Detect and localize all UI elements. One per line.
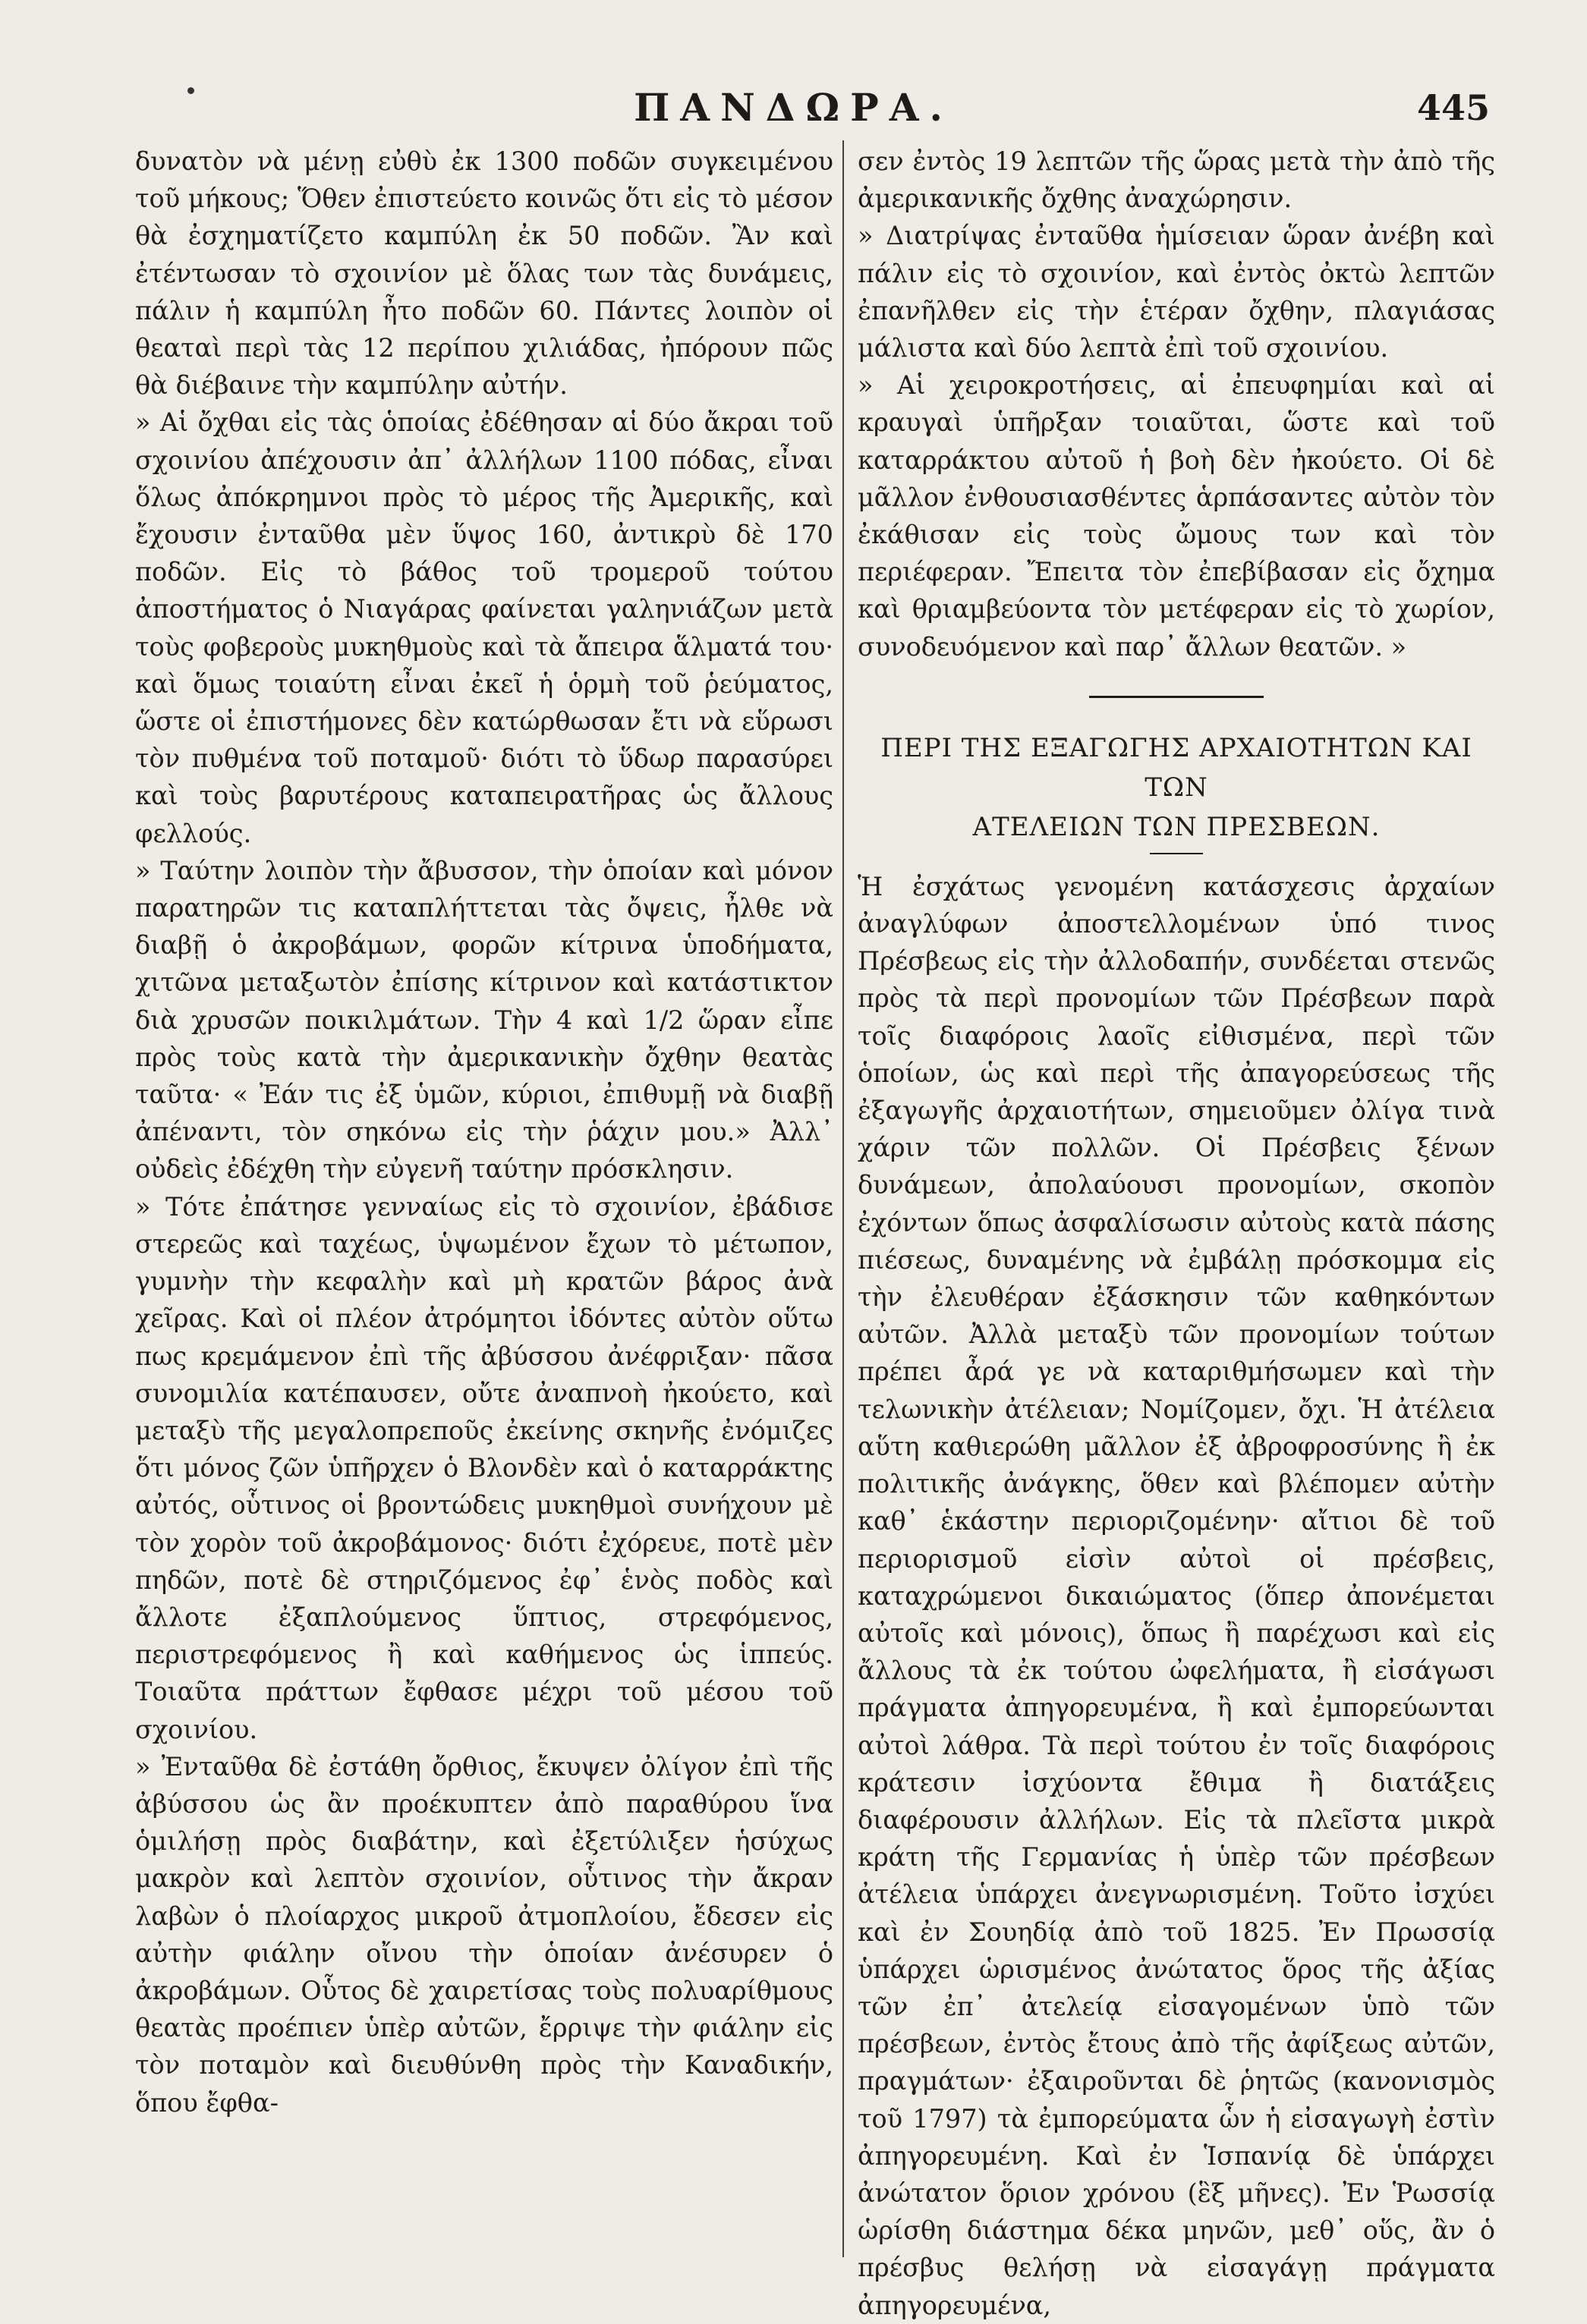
left-paragraph-1: δυνατὸν νὰ μένῃ εὐθὺ ἐκ 1300 ποδῶν συγκειμένου τοῦ μήκους; Ὅθεν ἐπιστεύετο κοινῶς ὅτι εἰς τὸ μέσον θὰ ἐσχηματίζετο καμπύλη ἐκ 50 ποδῶν. Ἂν καὶ ἐτέντωσαν τὸ σχοινίον μὲ ὅλας των τὰς δυνάμεις, πάλιν ἡ καμπύλη ἦτο ποδῶν 60. Πάντες λοιπὸν οἱ θεαταὶ περὶ τὰς 12 περίπου χιλιάδας, ἠπόρουν πῶς θὰ διέβαινε τὴν καμπύλην αὐτήν. <box>135 146 833 401</box>
page-number: 445 <box>1416 87 1490 128</box>
left-paragraph-4: » Τότε ἐπάτησε γενναίως εἰς τὸ σχοινίον, ἐβάδισε στερεῶς καὶ ταχέως, ὑψωμένον ἔχων τὸ μέτωπον, γυμνὴν τὴν κεφαλὴν καὶ μὴ κρατῶν βάρος ἀνὰ χεῖρας. Καὶ οἱ πλέον ἀτρόμητοι ἰδόντες αὐτὸν οὕτω πως κρεμάμενον ἐπὶ τῆς ἀβύσσου ἀνέφριξαν· πᾶσα συνομιλία κατέπαυσεν, οὔτε ἀναπνοὴ ἠκούετο, καὶ μεταξὺ τῆς μεγαλοπρεποῦς ἐκείνης σκηνῆς ἐνόμιζες ὅτι μόνος ζῶν ὑπῆρχεν ὁ Βλονδὲν καὶ ὁ καταρράκτης αὐτός, οὗτινος οἱ βροντώδεις μυκηθμοὶ συνήχουν μὲ τὸν χορὸν τοῦ ἀκροβάμονος· διότι ἐχόρευε, ποτὲ μὲν πηδῶν, ποτὲ δὲ στηριζόμενος ἐφ᾽ ἑνὸς ποδὸς καὶ ἄλλοτε ἐξαπλούμενος ὕπτιος, στρεφόμενος, περιστρεφόμενος ἢ καὶ καθήμενος ὡς ἱππεύς. Τοιαῦτα πράττων ἔφθασε μέχρι τοῦ μέσου τοῦ σχοινίου. <box>135 1191 833 1744</box>
column-divider <box>842 140 844 2257</box>
right-column <box>858 143 1495 2324</box>
left-paragraph-3: » Ταύτην λοιπὸν τὴν ἄβυσσον, τὴν ὁποίαν καὶ μόνον παρατηρῶν τις καταπλήττεται τὰς ὄψεις, ἦλθε νὰ διαβῇ ὁ ἀκροβάμων, φορῶν κίτρινα ὑποδήματα, χιτῶνα μεταξωτὸν ἐπίσης κίτρινον καὶ κατάστικτον διὰ χρυσῶν ποικιλμάτων. Τὴν 4 καὶ 1/2 ὥραν εἶπε πρὸς τοὺς κατὰ τὴν ἀμερικανικὴν ὄχθην θεατὰς ταῦτα· « Ἐάν τις ἐξ ὑμῶν, κύριοι, ἐπιθυμῇ νὰ διαβῇ ἀπέναντι, τὸν σηκόνω εἰς τὴν ῥάχιν μου.» Ἀλλ᾽ οὐδεὶς ἐδέχθη τὴν εὐγενῆ ταύτην πρόσκλησιν. <box>135 855 833 1184</box>
section-heading-line-1: ΠΕΡΙ ΤΗΣ ΕΞΑΓΩΓΗΣ ΑΡΧΑΙΟΤΗΤΩΝ ΚΑΙ ΤΩΝ <box>880 732 1472 803</box>
section-heading <box>858 728 1495 847</box>
right-paragraph-3: » Αἱ χειροκροτήσεις, αἱ ἐπευφημίαι καὶ αἱ κραυγαὶ ὑπῆρξαν τοιαῦται, ὥστε καὶ τοῦ καταρράκτου αὐτοῦ ἡ βοὴ δὲν ἠκούετο. Οἱ δὲ μᾶλλον ἐνθουσιασθέντες ἁρπάσαντες αὐτὸν τὸν ἐκάθισαν εἰς τοὺς ὤμους των καὶ τὸν περιέφεραν. Ἔπειτα τὸν ἐπεβίβασαν εἰς ὄχημα καὶ θριαμβεύοντα τὸν μετέφεραν εἰς τὸ χωρίον, συνοδευόμενον καὶ παρ᾽ ἄλλων θεατῶν. » <box>858 370 1495 662</box>
section-heading-line-2: ΑΤΕΛΕΙΩΝ ΤΩΝ ΠΡΕΣΒΕΩΝ. <box>972 811 1381 842</box>
right-paragraph-4: Ἡ ἐσχάτως γενομένη κατάσχεσις ἀρχαίων ἀναγλύφων ἀποστελλομένων ὑπό τινος Πρέσβεως εἰς τὴν ἀλλοδαπήν, συνδέεται στενῶς πρὸς τὰ περὶ προνομίων τῶν Πρέσβεων παρὰ τοῖς διαφόροις λαοῖς εἰθισμένα, περὶ τῶν ὁποίων, ὡς καὶ περὶ τῆς ἀπαγορεύσεως τῆς ἐξαγωγῆς ἀρχαιοτήτων, σημειοῦμεν ὀλίγα τινὰ χάριν τῶν πολλῶν. Οἱ Πρέσβεις ξένων δυνάμεων, ἀπολαύουσι προνομίων, σκοπὸν ἐχόντων ὅπως ἀσφαλίσωσιν αὐτοὺς κατὰ πάσης πιέσεως, δυναμένης νὰ ἐμβάλῃ πρόσκομμα εἰς τὴν ἐλευθέραν ἐξάσκησιν τῶν καθηκόντων αὐτῶν. Ἀλλὰ μεταξὺ τῶν προνομίων τούτων πρέπει ἆρά γε νὰ καταριθμήσωμεν καὶ τὴν τελωνικὴν ἀτέλειαν; Νομίζομεν, ὄχι. Ἡ ἀτέλεια αὕτη καθιερώθη μᾶλλον ἐξ ἀβροφροσύνης ἢ ἐκ πολιτικῆς ἀνάγκης, ὅθεν καὶ βλέπομεν αὐτὴν καθ᾽ ἑκάστην περιοριζομένην· αἴτιοι δὲ τοῦ περιορισμοῦ εἰσὶν αὐτοὶ οἱ πρέσβεις, καταχρώμενοι δικαιώματος (ὅπερ ἀπονέμεται αὐτοῖς καὶ μόνοις), ὅπως ἢ παρέχωσι καὶ εἰς ἄλλους τὰ ἐκ τούτου ὠφελήματα, ἢ εἰσάγωσι πράγματα ἀπηγορευμένα, ἢ καὶ ἐμπορεύωνται αὐτοὶ λάθρα. Τὰ περὶ τούτου ἐν τοῖς διαφόροις κράτεσιν ἰσχύοντα ἔθιμα ἢ διατάξεις διαφέρουσιν ἀλλήλων. Εἰς τὰ πλεῖστα μικρὰ κράτη τῆς Γερμανίας ἡ ὑπὲρ τῶν πρέσβεων ἀτέλεια ὑπάρχει ἀνεγνωρισμένη. Τοῦτο ἰσχύει καὶ ἐν Σουηδίᾳ ἀπὸ τοῦ 1825. Ἐν Πρωσσίᾳ ὑπάρχει ὡρισμένος ἀνώτατος ὅρος τῆς ἀξίας τῶν ἐπ᾽ ἀτελείᾳ εἰσαγομένων ὑπὸ τῶν πρέσβεων, ἐντὸς ἔτους ἀπὸ τῆς ἀφίξεως αὐτῶν, πραγμάτων· ἐξαιροῦνται δὲ ῥητῶς (κανονισμὸς τοῦ 1797) τὰ ἐμπορεύματα ὧν ἡ εἰσαγωγὴ ἐστὶν ἀπηγορευμένη. Καὶ ἐν Ἱσπανίᾳ δὲ ὑπάρχει ἀνώτατον ὅριον χρόνου (ἓξ μῆνες). Ἐν Ῥωσσίᾳ ὡρίσθη διάστημα δέκα μηνῶν, μεθ᾽ οὕς, ἂν ὁ πρέσβυς θελήσῃ νὰ εἰσαγάγῃ πράγματα ἀπηγορευμένα, <box>858 871 1495 2320</box>
section-divider <box>1089 696 1264 698</box>
heading-underline <box>1150 853 1203 854</box>
left-paragraph-2: » Αἱ ὄχθαι εἰς τὰς ὁποίας ἐδέθησαν αἱ δύο ἄκραι τοῦ σχοινίου ἀπέχουσιν ἀπ᾽ ἀλλήλων 1100 πόδας, εἶναι ὅλως ἀπόκρημνοι πρὸς τὸ μέρος τῆς Ἀμερικῆς, καὶ ἔχουσιν ἐνταῦθα μὲν ὕψος 160, ἀντικρὺ δὲ 170 ποδῶν. Εἰς τὸ βάθος τοῦ τρομεροῦ τούτου ἀποστήματος ὁ Νιαγάρας φαίνεται γαληνιάζων μετὰ τοὺς φοβεροὺς μυκηθμοὺς καὶ τὰ ἄπειρα ἅλματά του· καὶ ὅμως τοιαύτη εἶναι ἐκεῖ ἡ ὁρμὴ τοῦ ῥεύματος, ὥστε οἱ ἐπιστήμονες δὲν κατώρθωσαν ἔτι νὰ εὕρωσι τὸν πυθμένα τοῦ ποταμοῦ· διότι τὸ ὕδωρ παρασύρει καὶ τοὺς βαρυτέρους καταπειρατῆρας ὡς ἄλλους φελλούς. <box>135 407 833 848</box>
left-paragraph-5: » Ἐνταῦθα δὲ ἐστάθη ὄρθιος, ἔκυψεν ὀλίγον ἐπὶ τῆς ἀβύσσου ὡς ἂν προέκυπτεν ἀπὸ παραθύρου ἵνα ὁμιλήσῃ πρὸς διαβάτην, καὶ ἐξετύλιξεν ἡσύχως μακρὸν καὶ λεπτὸν σχοινίον, οὗτινος τὴν ἄκραν λαβὼν ὁ πλοίαρχος μικροῦ ἀτμοπλοίου, ἔδεσεν εἰς αὐτὴν φιάλην οἴνου τὴν ὁποίαν ἀνέσυρεν ὁ ἀκροβάμων. Οὗτος δὲ χαιρετίσας τοὺς πολυαρίθμους θεατὰς προέπιεν ὑπὲρ αὐτῶν, ἔρριψε τὴν φιάλην εἰς τὸν ποταμὸν καὶ διευθύνθη πρὸς τὴν Καναδικήν, ὅπου ἔφθα- <box>135 1751 833 2118</box>
page-title: ΠΑΝΔΩΡΑ. <box>634 85 953 130</box>
right-paragraph-2: » Διατρίψας ἐνταῦθα ἡμίσειαν ὥραν ἀνέβη καὶ πάλιν εἰς τὸ σχοινίον, καὶ ἐντὸς ὀκτὼ λεπτῶν ἐπανῆλθεν εἰς τὴν ἑτέραν ὄχθην, πλαγιάσας μάλιστα καὶ δύο λεπτὰ ἐπὶ τοῦ σχοινίου. <box>858 221 1495 363</box>
left-column <box>135 143 833 2121</box>
right-paragraph-1: σεν ἐντὸς 19 λεπτῶν τῆς ὥρας μετὰ τὴν ἀπὸ τῆς ἀμερικανικῆς ὄχθης ἀναχώρησιν. <box>858 146 1495 214</box>
